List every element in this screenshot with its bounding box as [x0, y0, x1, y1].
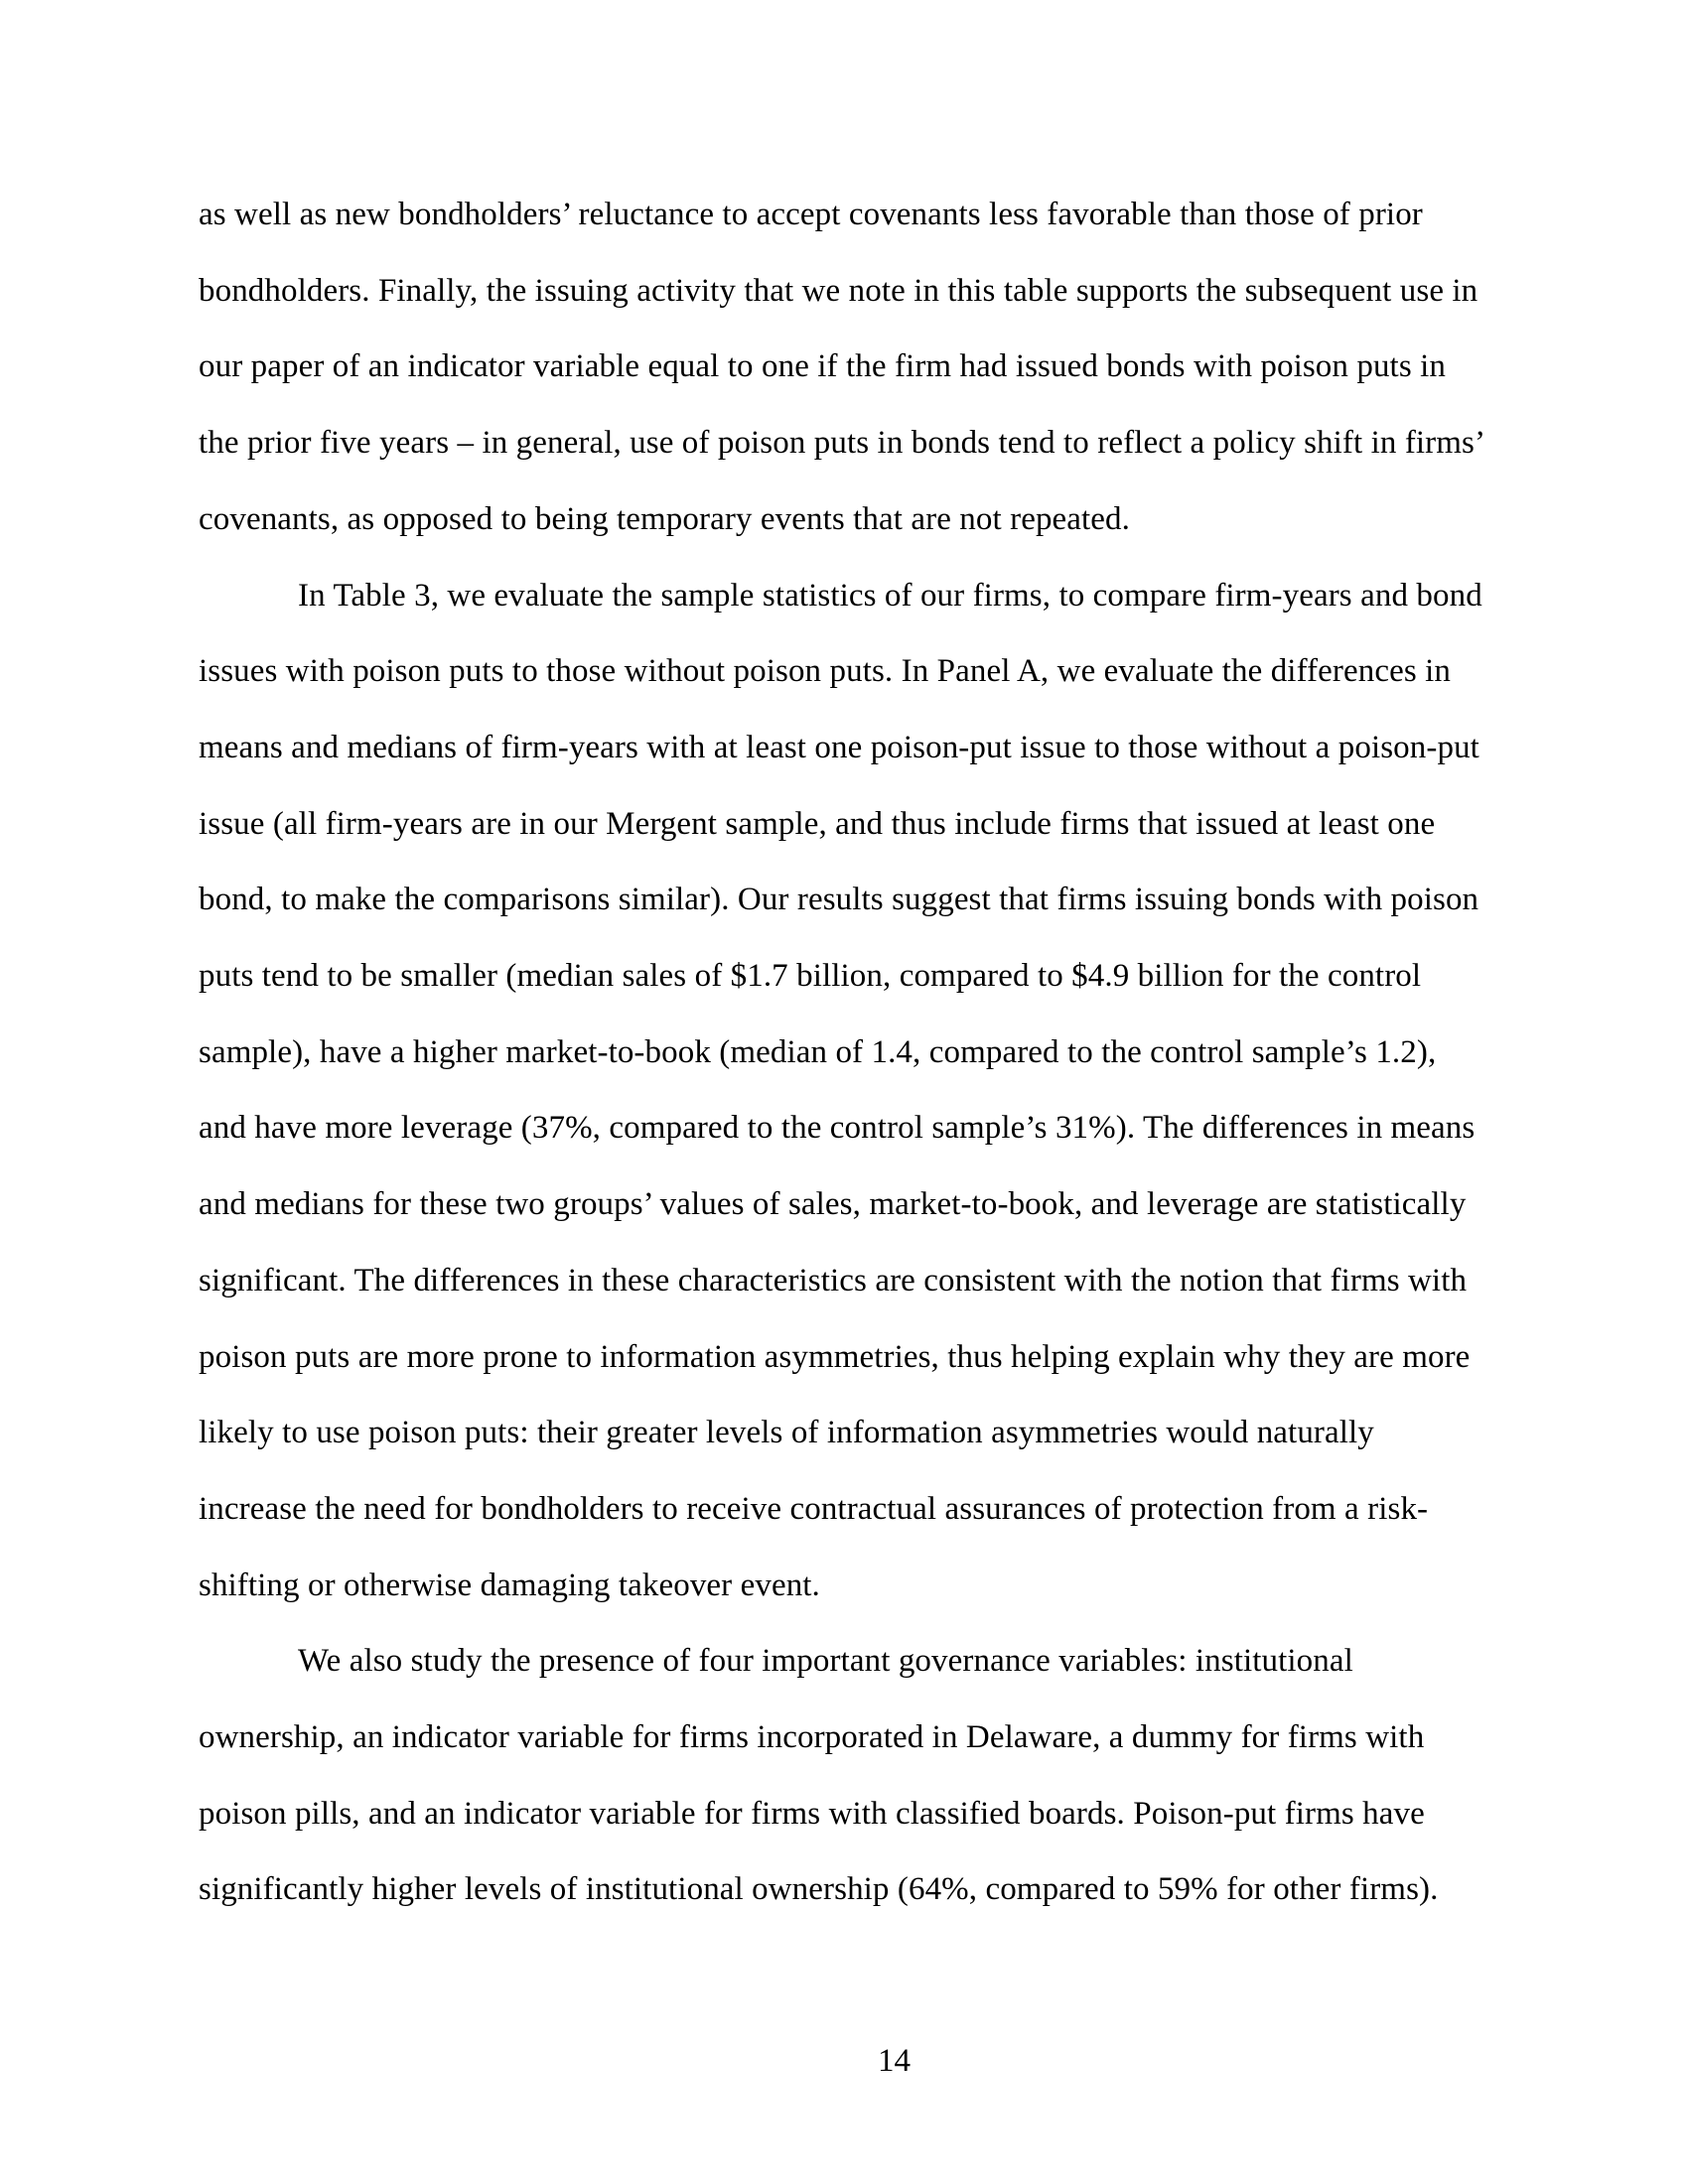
paragraph — [199, 177, 1489, 558]
text-line: issues with poison puts to those without poison puts. In Panel A, we evaluate the differences in — [199, 653, 1451, 690]
text-line: our paper of an indicator variable equal to one if the firm had issued bonds with poison puts in — [199, 348, 1446, 385]
text-line: In Table 3, we evaluate the sample statistics of our firms, to compare firm-years and bond — [298, 577, 1482, 614]
text-line: puts tend to be smaller (median sales of $1.7 billion, compared to $4.9 billion for the control — [199, 958, 1422, 995]
text-line: ownership, an indicator variable for firms incorporated in Delaware, a dummy for firms with — [199, 1719, 1425, 1756]
paragraph — [199, 558, 1489, 1624]
text-line: significantly higher levels of institutional ownership (64%, compared to 59% for other firms). — [199, 1871, 1439, 1908]
text-line: significant. The differences in these characteristics are consistent with the notion that firms with — [199, 1262, 1468, 1298]
text-line: means and medians of firm-years with at least one poison-put issue to those without a poison-put — [199, 729, 1479, 765]
text-line: shifting or otherwise damaging takeover event. — [199, 1567, 820, 1603]
text-line: and have more leverage (37%, compared to the control sample’s 31%). The differences in means — [199, 1110, 1476, 1147]
text-line: likely to use poison puts: their greater levels of information asymmetries would naturally — [199, 1415, 1374, 1451]
text-line: covenants, as opposed to being temporary events that are not repeated. — [199, 500, 1131, 537]
page-number: 14 — [878, 2043, 911, 2079]
text-line: sample), have a higher market-to-book (median of 1.4, compared to the control sample’s 1.2), — [199, 1033, 1437, 1070]
text-line: increase the need for bondholders to receive contractual assurances of protection from a risk- — [199, 1490, 1429, 1527]
text-line: poison puts are more prone to information asymmetries, thus helping explain why they are more — [199, 1338, 1471, 1375]
paragraph — [199, 1623, 1489, 1928]
text-line: issue (all firm-years are in our Mergent sample, and thus include firms that issued at least one — [199, 805, 1436, 842]
text-line: as well as new bondholders’ reluctance to accept covenants less favorable than those of prior — [199, 197, 1423, 232]
text-line: We also study the presence of four important governance variables: institutional — [298, 1643, 1353, 1680]
text-line: bond, to make the comparisons similar). Our results suggest that firms issuing bonds with poison — [199, 882, 1479, 918]
text-line: the prior five years – in general, use of poison puts in bonds tend to reflect a policy shift in firms’ — [199, 425, 1486, 462]
text-line: poison pills, and an indicator variable for firms with classified boards. Poison-put firms have — [199, 1795, 1425, 1832]
page-body — [199, 177, 1489, 1928]
text-line: bondholders. Finally, the issuing activity that we note in this table supports the subsequent use in — [199, 272, 1478, 309]
text-line: and medians for these two groups’ values of sales, market-to-book, and leverage are statistically — [199, 1186, 1467, 1223]
